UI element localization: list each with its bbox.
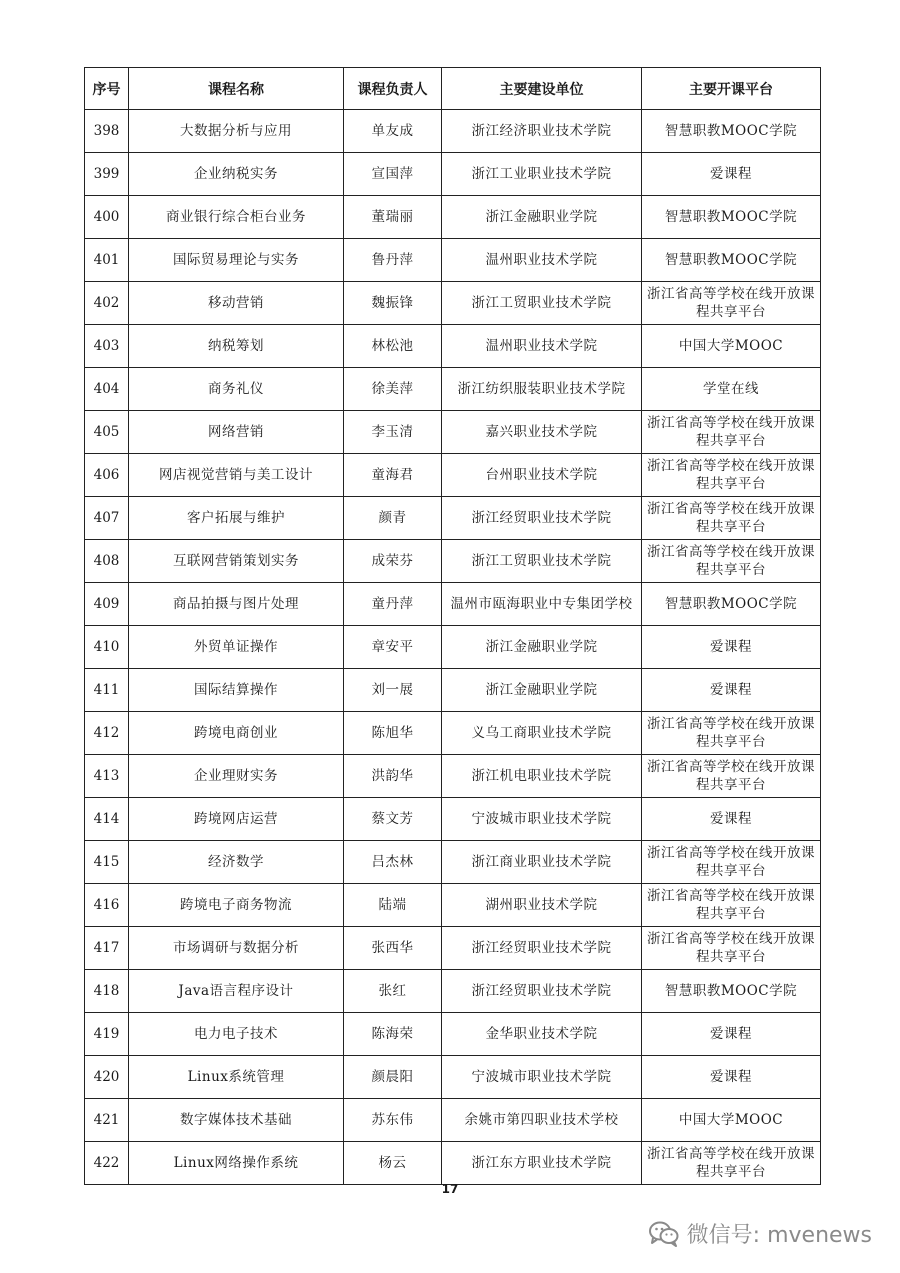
cell-course-name: 经济数学: [129, 841, 344, 884]
watermark-text: 微信号: mvenews: [686, 1223, 872, 1248]
cell-course-name: 企业理财实务: [129, 755, 344, 798]
cell-unit: 浙江工业职业技术学院: [442, 153, 642, 196]
cell-platform: 浙江省高等学校在线开放课程共享平台: [642, 841, 821, 884]
cell-unit: 温州市瓯海职业中专集团学校: [442, 583, 642, 626]
cell-platform: 浙江省高等学校在线开放课程共享平台: [642, 411, 821, 454]
cell-course-name: 跨境电子商务物流: [129, 884, 344, 927]
cell-platform: 浙江省高等学校在线开放课程共享平台: [642, 712, 821, 755]
cell-unit: 浙江金融职业学院: [442, 669, 642, 712]
cell-platform: 爱课程: [642, 626, 821, 669]
cell-index: 422: [85, 1142, 129, 1185]
cell-platform: 爱课程: [642, 669, 821, 712]
cell-platform: 智慧职教MOOC学院: [642, 110, 821, 153]
table-row: [85, 454, 821, 497]
cell-unit: 浙江经济职业技术学院: [442, 110, 642, 153]
cell-index: 407: [85, 497, 129, 540]
cell-course-name: Linux系统管理: [129, 1056, 344, 1099]
cell-index: 406: [85, 454, 129, 497]
cell-course-lead: 颜晨阳: [344, 1056, 442, 1099]
table-row: [85, 1013, 821, 1056]
cell-index: 411: [85, 669, 129, 712]
cell-unit: 宁波城市职业技术学院: [442, 1056, 642, 1099]
cell-unit: 浙江经贸职业技术学院: [442, 927, 642, 970]
cell-index: 400: [85, 196, 129, 239]
cell-unit: 浙江工贸职业技术学院: [442, 282, 642, 325]
cell-platform: 中国大学MOOC: [642, 325, 821, 368]
cell-unit: 台州职业技术学院: [442, 454, 642, 497]
cell-course-name: 商品拍摄与图片处理: [129, 583, 344, 626]
cell-platform: 智慧职教MOOC学院: [642, 239, 821, 282]
cell-course-name: 互联网营销策划实务: [129, 540, 344, 583]
cell-index: 404: [85, 368, 129, 411]
cell-platform: 智慧职教MOOC学院: [642, 196, 821, 239]
cell-index: 408: [85, 540, 129, 583]
cell-platform: 浙江省高等学校在线开放课程共享平台: [642, 282, 821, 325]
cell-unit: 嘉兴职业技术学院: [442, 411, 642, 454]
cell-index: 398: [85, 110, 129, 153]
cell-platform: 爱课程: [642, 153, 821, 196]
cell-unit: 浙江经贸职业技术学院: [442, 497, 642, 540]
cell-index: 399: [85, 153, 129, 196]
cell-unit: 浙江机电职业技术学院: [442, 755, 642, 798]
cell-platform: 浙江省高等学校在线开放课程共享平台: [642, 755, 821, 798]
cell-course-lead: 刘一展: [344, 669, 442, 712]
cell-course-lead: 李玉清: [344, 411, 442, 454]
cell-course-name: 外贸单证操作: [129, 626, 344, 669]
cell-course-lead: 洪韵华: [344, 755, 442, 798]
table-row: [85, 583, 821, 626]
cell-course-lead: 杨云: [344, 1142, 442, 1185]
cell-course-lead: 鲁丹萍: [344, 239, 442, 282]
cell-index: 421: [85, 1099, 129, 1142]
cell-index: 418: [85, 970, 129, 1013]
table-row: [85, 884, 821, 927]
cell-course-lead: 魏振锋: [344, 282, 442, 325]
cell-platform: 爱课程: [642, 1056, 821, 1099]
cell-course-lead: 童丹萍: [344, 583, 442, 626]
cell-platform: 浙江省高等学校在线开放课程共享平台: [642, 454, 821, 497]
cell-index: 419: [85, 1013, 129, 1056]
cell-unit: 浙江经贸职业技术学院: [442, 970, 642, 1013]
cell-course-name: 网络营销: [129, 411, 344, 454]
table-row: [85, 712, 821, 755]
cell-unit: 浙江工贸职业技术学院: [442, 540, 642, 583]
cell-platform: 爱课程: [642, 1013, 821, 1056]
wechat-icon: [649, 1221, 679, 1247]
table-row: [85, 497, 821, 540]
cell-index: 420: [85, 1056, 129, 1099]
header-index: 序号: [85, 68, 129, 110]
cell-index: 413: [85, 755, 129, 798]
cell-unit: 温州职业技术学院: [442, 325, 642, 368]
cell-index: 401: [85, 239, 129, 282]
cell-course-name: 市场调研与数据分析: [129, 927, 344, 970]
cell-course-lead: 林松池: [344, 325, 442, 368]
cell-platform: 爱课程: [642, 798, 821, 841]
table-row: [85, 325, 821, 368]
cell-course-name: 大数据分析与应用: [129, 110, 344, 153]
cell-course-name: 电力电子技术: [129, 1013, 344, 1056]
cell-platform: 智慧职教MOOC学院: [642, 970, 821, 1013]
cell-course-lead: 单友成: [344, 110, 442, 153]
table-row: [85, 282, 821, 325]
cell-platform: 中国大学MOOC: [642, 1099, 821, 1142]
cell-unit: 金华职业技术学院: [442, 1013, 642, 1056]
table-row: [85, 669, 821, 712]
cell-course-name: 商务礼仪: [129, 368, 344, 411]
cell-course-lead: 吕杰林: [344, 841, 442, 884]
cell-course-name: 纳税筹划: [129, 325, 344, 368]
cell-course-lead: 宣国萍: [344, 153, 442, 196]
cell-course-lead: 章安平: [344, 626, 442, 669]
table-row: [85, 1142, 821, 1185]
cell-platform: 浙江省高等学校在线开放课程共享平台: [642, 497, 821, 540]
watermark: [649, 1218, 872, 1249]
header-unit: 主要建设单位: [442, 68, 642, 110]
cell-index: 417: [85, 927, 129, 970]
table-row: [85, 626, 821, 669]
cell-course-name: 数字媒体技术基础: [129, 1099, 344, 1142]
header-platform: 主要开课平台: [642, 68, 821, 110]
cell-unit: 浙江纺织服装职业技术学院: [442, 368, 642, 411]
cell-course-lead: 颜青: [344, 497, 442, 540]
cell-index: 402: [85, 282, 129, 325]
cell-unit: 浙江东方职业技术学院: [442, 1142, 642, 1185]
cell-course-lead: 陈海荣: [344, 1013, 442, 1056]
table-row: [85, 927, 821, 970]
cell-course-lead: 成荣芬: [344, 540, 442, 583]
table-row: [85, 841, 821, 884]
cell-unit: 余姚市第四职业技术学校: [442, 1099, 642, 1142]
table-header-row: [85, 68, 821, 110]
table-row: [85, 153, 821, 196]
cell-course-name: Java语言程序设计: [129, 970, 344, 1013]
cell-index: 409: [85, 583, 129, 626]
cell-course-name: Linux网络操作系统: [129, 1142, 344, 1185]
table-row: [85, 411, 821, 454]
cell-index: 403: [85, 325, 129, 368]
cell-course-lead: 张红: [344, 970, 442, 1013]
table-row: [85, 368, 821, 411]
cell-platform: 学堂在线: [642, 368, 821, 411]
table-row: [85, 1099, 821, 1142]
table-row: [85, 239, 821, 282]
cell-index: 410: [85, 626, 129, 669]
cell-index: 415: [85, 841, 129, 884]
cell-course-name: 客户拓展与维护: [129, 497, 344, 540]
cell-course-lead: 徐美萍: [344, 368, 442, 411]
cell-course-name: 跨境电商创业: [129, 712, 344, 755]
header-course-name: 课程名称: [129, 68, 344, 110]
cell-course-name: 商业银行综合柜台业务: [129, 196, 344, 239]
cell-course-lead: 陆端: [344, 884, 442, 927]
cell-index: 412: [85, 712, 129, 755]
cell-unit: 宁波城市职业技术学院: [442, 798, 642, 841]
header-course-lead: 课程负责人: [344, 68, 442, 110]
table-body: [85, 110, 821, 1185]
cell-unit: 温州职业技术学院: [442, 239, 642, 282]
cell-course-name: 跨境网店运营: [129, 798, 344, 841]
cell-course-name: 国际结算操作: [129, 669, 344, 712]
cell-index: 405: [85, 411, 129, 454]
table-row: [85, 970, 821, 1013]
cell-unit: 浙江金融职业学院: [442, 626, 642, 669]
cell-course-lead: 苏东伟: [344, 1099, 442, 1142]
table-row: [85, 110, 821, 153]
cell-platform: 智慧职教MOOC学院: [642, 583, 821, 626]
course-table: [84, 67, 821, 1185]
cell-course-lead: 张西华: [344, 927, 442, 970]
cell-course-lead: 董瑞丽: [344, 196, 442, 239]
cell-course-name: 网店视觉营销与美工设计: [129, 454, 344, 497]
cell-course-lead: 陈旭华: [344, 712, 442, 755]
cell-course-lead: 蔡文芳: [344, 798, 442, 841]
cell-unit: 义乌工商职业技术学院: [442, 712, 642, 755]
table-row: [85, 540, 821, 583]
cell-platform: 浙江省高等学校在线开放课程共享平台: [642, 540, 821, 583]
cell-platform: 浙江省高等学校在线开放课程共享平台: [642, 884, 821, 927]
cell-unit: 浙江商业职业技术学院: [442, 841, 642, 884]
cell-platform: 浙江省高等学校在线开放课程共享平台: [642, 1142, 821, 1185]
cell-course-name: 移动营销: [129, 282, 344, 325]
cell-index: 414: [85, 798, 129, 841]
table-row: [85, 798, 821, 841]
cell-index: 416: [85, 884, 129, 927]
table-row: [85, 755, 821, 798]
cell-unit: 湖州职业技术学院: [442, 884, 642, 927]
table-row: [85, 196, 821, 239]
table-row: [85, 1056, 821, 1099]
cell-course-name: 国际贸易理论与实务: [129, 239, 344, 282]
cell-unit: 浙江金融职业学院: [442, 196, 642, 239]
cell-course-name: 企业纳税实务: [129, 153, 344, 196]
page-number: 17: [441, 1182, 459, 1196]
cell-platform: 浙江省高等学校在线开放课程共享平台: [642, 927, 821, 970]
cell-course-lead: 童海君: [344, 454, 442, 497]
